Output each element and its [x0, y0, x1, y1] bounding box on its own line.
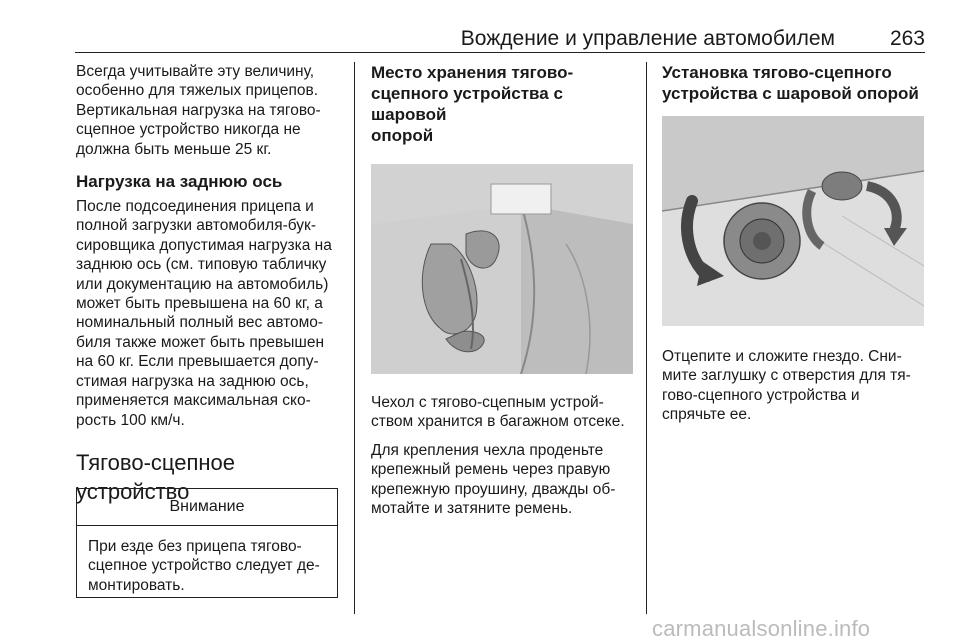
- warning-box: [76, 488, 338, 598]
- storage-instructions: Для крепления чехла проденьте крепежный ремень через правую крепежную проушину, дважды об- мотайте и затяните ремень.: [371, 441, 616, 518]
- page-header: [75, 26, 925, 53]
- intro-paragraph: Всегда учитывайте эту величину, особенно для тяжелых прицепов. Вертикальная нагрузка на тягово- сцепное устройство никогда не должна быть меньше 25 кг.: [76, 63, 321, 158]
- column-1: [76, 62, 338, 506]
- column-divider-2: [646, 62, 647, 614]
- column-3: [662, 62, 924, 425]
- column-divider-1: [354, 62, 355, 614]
- installation-illustration: [662, 116, 924, 326]
- page-number: 263: [889, 27, 925, 50]
- column-2: [371, 62, 633, 518]
- warning-text: При езде без прицепа тягово- сцепное устройство следует де- монтировать.: [88, 538, 320, 594]
- rear-axle-heading: Нагрузка на заднюю ось: [76, 172, 283, 192]
- warning-title: Внимание: [77, 489, 337, 526]
- page-title: Вождение и управление автомобилем: [460, 27, 835, 50]
- towing-device-heading: Тягово-сцепное устройство: [76, 449, 236, 504]
- rear-axle-paragraph: После подсоединения прицепа и полной загрузки автомобиля-бук- сировщика допустимая нагрузка на заднюю ось (см. типовую табличку или документацию на автомобиль) может быть превышена на 60 кг, а номинальный полный вес автомо- биля также может быть превышен на 60 кг. Если превышается допу- стимая нагрузка на заднюю ось, применяется максимальная ско- рость 100 км/ч.: [76, 198, 332, 429]
- storage-illustration: [371, 164, 633, 374]
- storage-heading: Место хранения тягово- сцепного устройства с шаровой опорой: [371, 63, 574, 145]
- installation-heading: Установка тягово-сцепного устройства с шаровой опорой: [662, 63, 919, 103]
- installation-instructions: Отцепите и сложите гнездо. Сни- мите заглушку с отверстия для тя- гово-сцепного устройства и спрячьте ее.: [662, 348, 911, 424]
- watermark: carmanualsonline.info: [652, 616, 871, 641]
- storage-caption: Чехол с тягово-сцепным устрой- ством хранится в багажном отсеке.: [371, 394, 625, 431]
